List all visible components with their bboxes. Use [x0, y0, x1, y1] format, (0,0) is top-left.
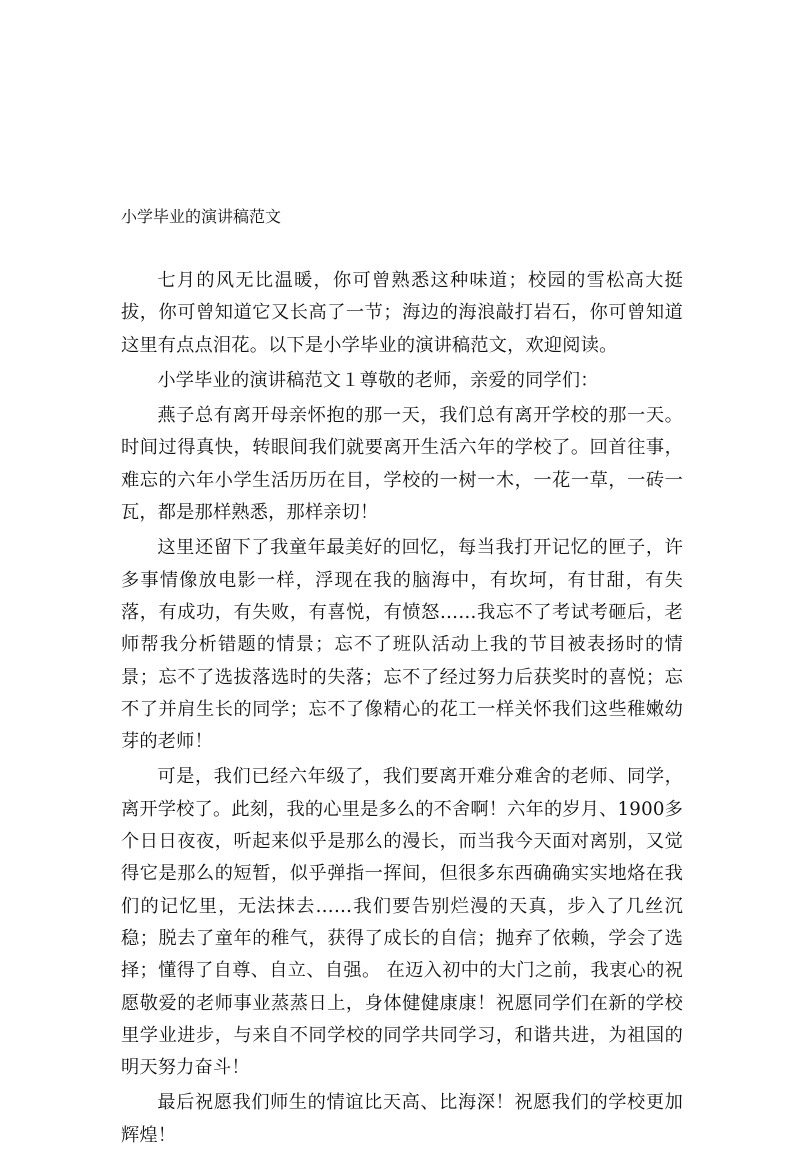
document-body	[121, 265, 683, 1155]
paragraph-memories: 这里还留下了我童年最美好的回忆，每当我打开记忆的匣子，许多事情像放电影一样，浮现在我的脑海中，有坎坷，有甘甜，有失落，有成功，有失败，有喜悦，有愤怒……我忘不了考试考砸后，老师帮我分析错题的情景；忘不了班队活动上我的节目被表扬时的情景；忘不了选拔落选时的失落；忘不了经过努力后获奖时的喜悦；忘不了并肩生长的同学；忘不了像精心的花工一样关怀我们这些稚嫩幼芽的老师！	[121, 537, 683, 753]
paragraph-intro: 七月的风无比温暖，你可曾熟悉这种味道；校园的雪松高大挺拔，你可曾知道它又长高了一节；海边的海浪敲打岩石，你可曾知道这里有点点泪花。以下是小学毕业的演讲稿范文，欢迎阅读。	[121, 270, 683, 356]
paragraph-farewell: 可是，我们已经六年级了，我们要离开难分难舍的老师、同学，离开学校了。此刻，我的心里是多么的不舍啊！六年的岁月、1900多个日日夜夜，听起来似乎是那么的漫长，而当我今天面对离别，又觉得它是那么的短暂，似乎弹指一挥间，但很多东西确确实实地烙在我们的记忆里，无法抹去……我们要告别烂漫的天真，步入了几丝沉稳；脱去了童年的稚气，获得了成长的自信；抛弃了依赖，学会了选择；懂得了自尊、自立、自强。 在迈入初中的大门之前，我衷心的祝愿敬爱的老师事业蒸蒸日上，身体健健康康！祝愿同学们在新的学校里学业进步，与来自不同学校的同学共同学习，和谐共进，为祖国的明天努力奋斗！	[121, 766, 683, 1079]
paragraph-swallow: 燕子总有离开母亲怀抱的那一天，我们总有离开学校的那一天。时间过得真快，转眼间我们就要离开生活六年的学校了。回首往事，难忘的六年小学生活历历在目，学校的一树一木，一花一草，一砖一瓦，都是那样熟悉，那样亲切！	[121, 405, 683, 524]
paragraph-closing: 最后祝愿我们师生的情谊比天高、比海深！祝愿我们的学校更加辉煌！	[121, 1092, 683, 1146]
paragraph-greeting: 小学毕业的演讲稿范文１尊敬的老师，亲爱的同学们：	[157, 369, 599, 391]
document-title: 小学毕业的演讲稿范文	[121, 207, 282, 226]
